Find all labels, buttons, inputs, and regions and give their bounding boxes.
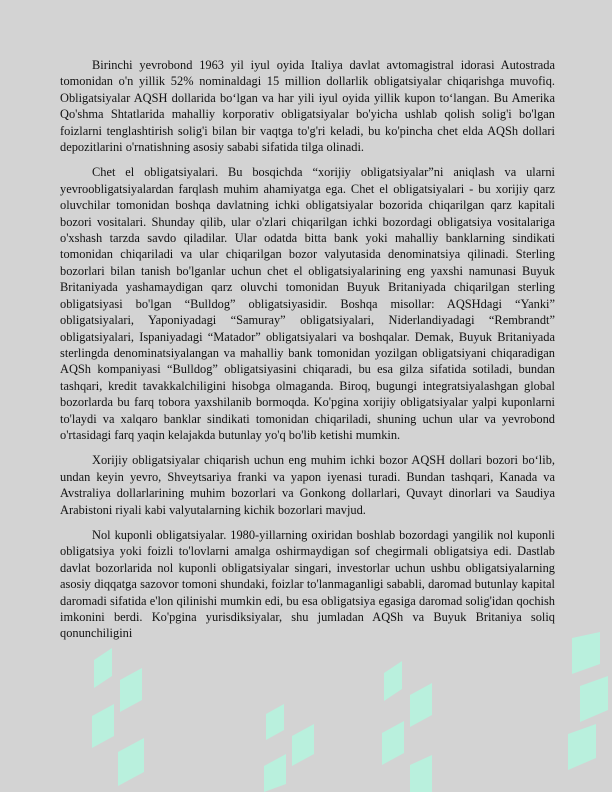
green-s-logo-watermark-icon (560, 630, 612, 792)
paragraph-foreign-bonds: Chet el obligatsiyalari. Bu bosqichda “xorijiy obligatsiyalar”ni aniqlash va ularni yevroobligatsiyalardan farqlash muhim ahamiyatga ega. Chet el obligatsiyalari - bu xorijiy qarz oluvchilar tomonidan boshqa davlatning ichki obligatsiyalar bozorida chiqarilgan qarz kapitali bozori vositalari. Shunday qilib, ular o'zlari chiqarilgan ichki bozordagi obligatsiya vositalariga o'xshash tarzda savdo qiladilar. Ular odatda bitta bank yoki mahalliy banklarning sindikati tomonidan chiqariladi va ular chiqarilgan bozor valyutasida denominatsiya qilinadi. Sterling bozorlari bilan tanish bo'lganlar uchun chet el obligatsiyalarining eng yaxshi namunasi Buyuk Britaniyada yashamaydigan qarz oluvchi tomonidan Buyuk Britaniyada chiqarilgan sterling obligatsiyasi bo'lgan “Bulldog” obligatsiyasidir. Boshqa misollar: AQSHdagi “Yanki” obligatsiyalari, Yaponiyadagi “Samuray” obligatsiyalari, Niderlandiyadagi “Rembrandt” obligatsiyalari, Ispaniyadagi “Matador” obligatsiyalari va boshqalar. Demak, Buyuk Britaniyada sterlingda denominatsiyalangan va mahalliy bank tomonidan yozilgan obligatsiyani chiqaradigan AQSh kompaniyasi “Bulldog” obligatsiyasini chiqaradi, bu esa gilza sifatida sotiladi, bundan tashqari, kredit tavakkalchiligini hisobga olmaganda. Biroq, bugungi integratsiyalashgan global bozorlarda bu farq tobora yaxshilanib bormoqda. Ko'pgina xorijiy obligatsiyalar yalpi kuponlarni to'laydi va xalqaro banklar sindikati tomonidan chiqariladi, shuning uchun ular va yevrobond o'rtasidagi farq yaqin kelajakda butunlay yo'q bo'lib ketishi mumkin. (60, 165, 555, 442)
paragraph-first-eurobond: Birinchi yevrobond 1963 yil iyul oyida Italiya davlat avtomagistral idorasi Autostrada tomonidan o'n yillik 52% nominaldagi 15 million dollarlik obligatsiyalar chiqarishga muvofiq. Obligatsiyalar AQSH dollarida bo‘lgan va har yili iyul oyida yillik kupon to‘langan. Bu Amerika Qo'shma Shtatlarida mahalliy korporativ obligatsiyalar bo'yicha ushlab qolish solig'i bo'lgan foizlarni tenglashtirish solig'i bilan bir vaqtga to'g'ri keladi, bu ko'pincha chet elda AQSh dollari depozitlarini o'rnatishning asosiy sababi sifatida tilga olinadi. (60, 58, 555, 155)
document-body (60, 57, 555, 651)
green-s-logo-watermark-icon (88, 640, 148, 792)
paragraph-domestic-markets: Xorijiy obligatsiyalar chiqarish uchun eng muhim ichki bozor AQSH dollari bozori bo‘lib, undan keyin yevro, Shveytsariya franki va yapon iyenasi turadi. Bundan tashqari, Kanada va Avstraliya dollarlarining muhim bozorlari va Gonkong dollarlari, Quvayt dinorlari va Saudiya Arabistoni riyali kabi valyutalarning kichik bozorlari mavjud. (60, 453, 555, 517)
green-s-logo-watermark-icon (260, 700, 320, 792)
green-s-logo-watermark-icon (378, 655, 438, 792)
paragraph-zero-coupon-bonds: Nol kuponli obligatsiyalar. 1980-yillarning oxiridan boshlab bozordagi yangilik nol kuponli obligatsiya yoki foizli to'lovlarni amalga oshirmaydigan sof chegirmali obligatsiya edi. Dastlab davlat bozorlarida nol kuponli obligatsiyalar singari, investorlar uchun ushbu obligatsiyalarning asosiy diqqatga sazovor tomoni shundaki, foizlar to'lanmaganligi sababli, daromad butunlay kapital daromadi sifatida e'lon qilinishi mumkin edi, bu esa obligatsiya egasiga daromad solig'idan qochish imkonini berdi. Ko'pgina yurisdiksiyalar, shu jumladan AQSh va Buyuk Britaniya soliq qonunchiligini (60, 527, 555, 641)
